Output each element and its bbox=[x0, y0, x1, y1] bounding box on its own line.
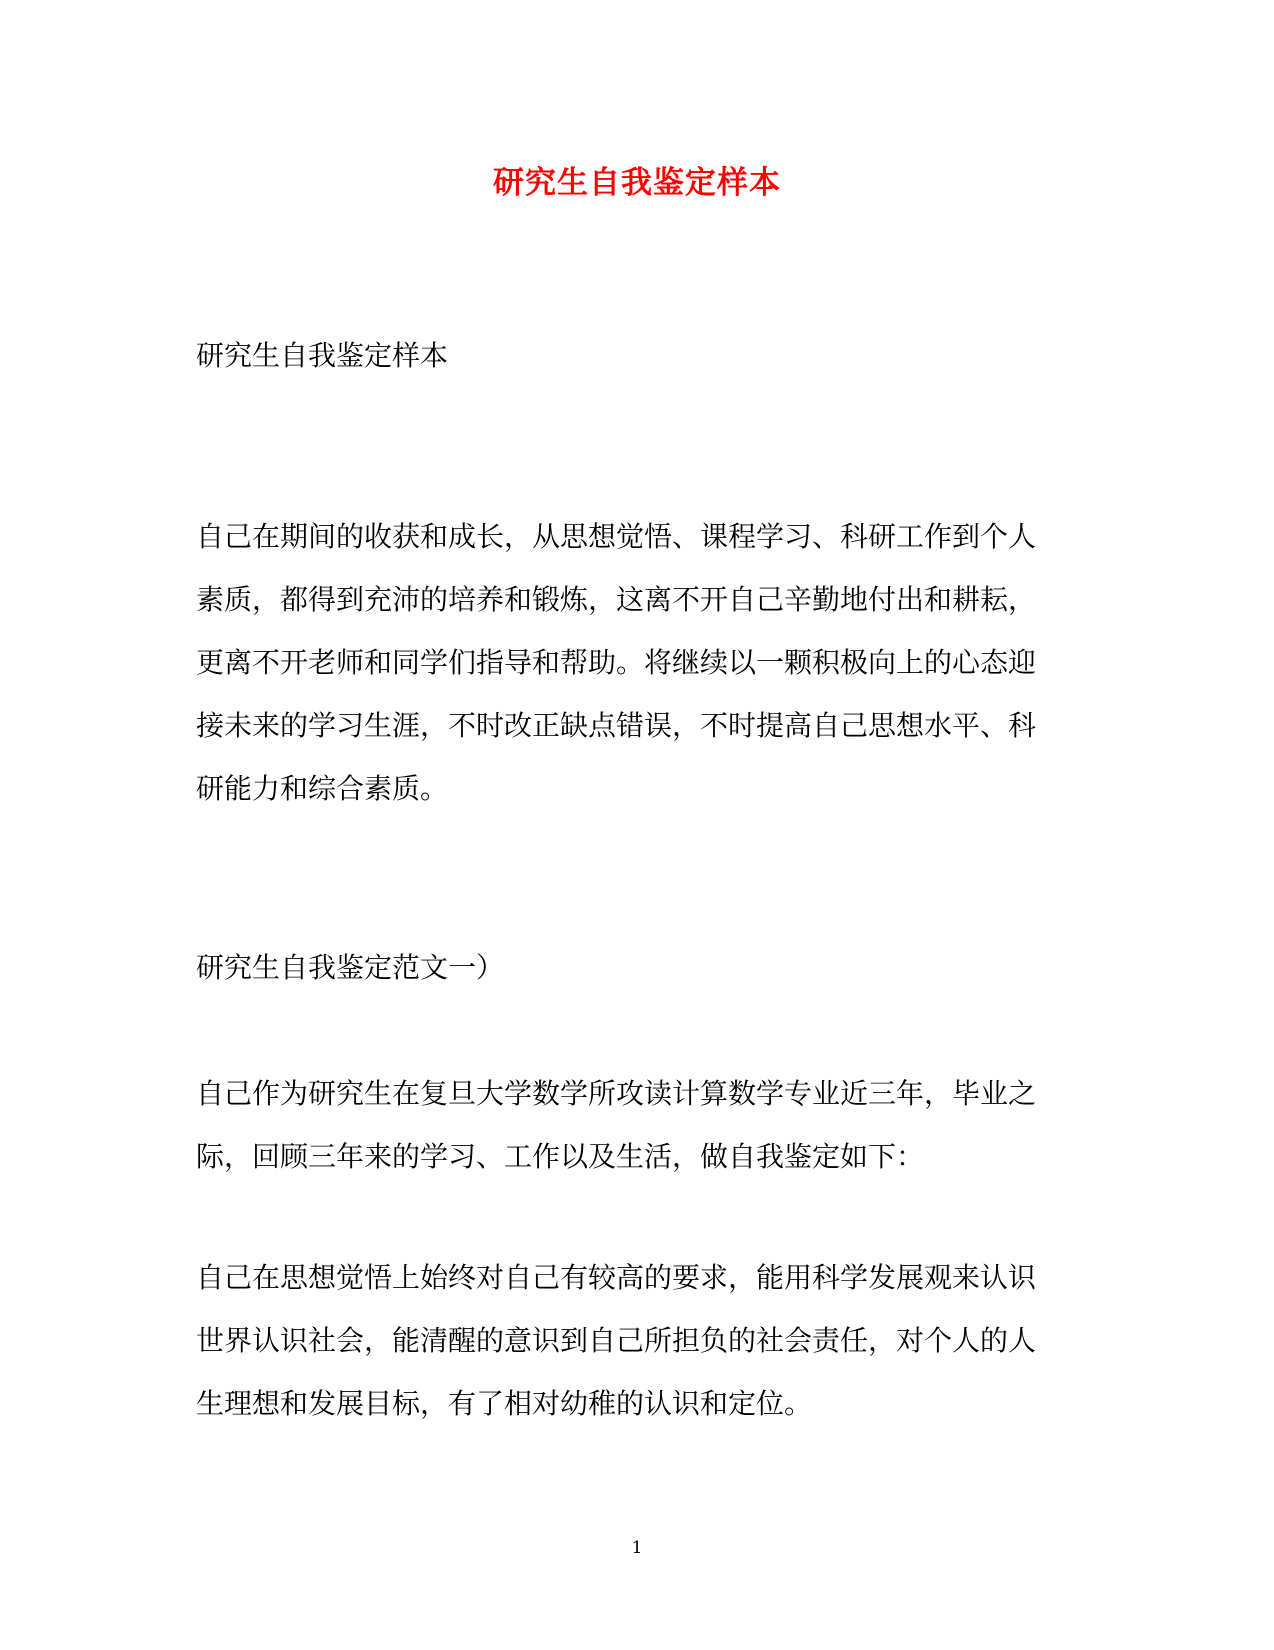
paragraph-line: 生理想和发展目标，有了相对幼稚的认识和定位。 bbox=[196, 1387, 813, 1420]
intro-paragraph bbox=[196, 505, 1072, 820]
paragraph-line: 研能力和综合素质。 bbox=[196, 772, 449, 805]
document-subtitle: 研究生自我鉴定样本 bbox=[196, 339, 449, 372]
document-title: 研究生自我鉴定样本 bbox=[493, 165, 781, 201]
paragraph-one bbox=[196, 1062, 1072, 1188]
paragraph-line: 接未来的学习生涯，不时改正缺点错误，不时提高自己思想水平、科 bbox=[196, 709, 1037, 742]
paragraph-two bbox=[196, 1246, 1072, 1435]
paragraph-line: 自己作为研究生在复旦大学数学所攻读计算数学专业近三年，毕业之 bbox=[196, 1077, 1037, 1110]
paragraph-line: 素质，都得到充沛的培养和锻炼，这离不开自己辛勤地付出和耕耘， bbox=[196, 583, 1037, 616]
paragraph-line: 更离不开老师和同学们指导和帮助。将继续以一颗积极向上的心态迎 bbox=[196, 646, 1037, 679]
section-heading: 研究生自我鉴定范文一） bbox=[196, 951, 505, 984]
paragraph-line: 世界认识社会，能清醒的意识到自己所担负的社会责任，对个人的人 bbox=[196, 1324, 1037, 1357]
paragraph-line: 自己在思想觉悟上始终对自己有较高的要求，能用科学发展观来认识 bbox=[196, 1261, 1037, 1294]
page-number: 1 bbox=[631, 1538, 643, 1558]
paragraph-line: 自己在期间的收获和成长，从思想觉悟、课程学习、科研工作到个人 bbox=[196, 520, 1037, 553]
paragraph-line: 际，回顾三年来的学习、工作以及生活，做自我鉴定如下： bbox=[196, 1140, 925, 1173]
